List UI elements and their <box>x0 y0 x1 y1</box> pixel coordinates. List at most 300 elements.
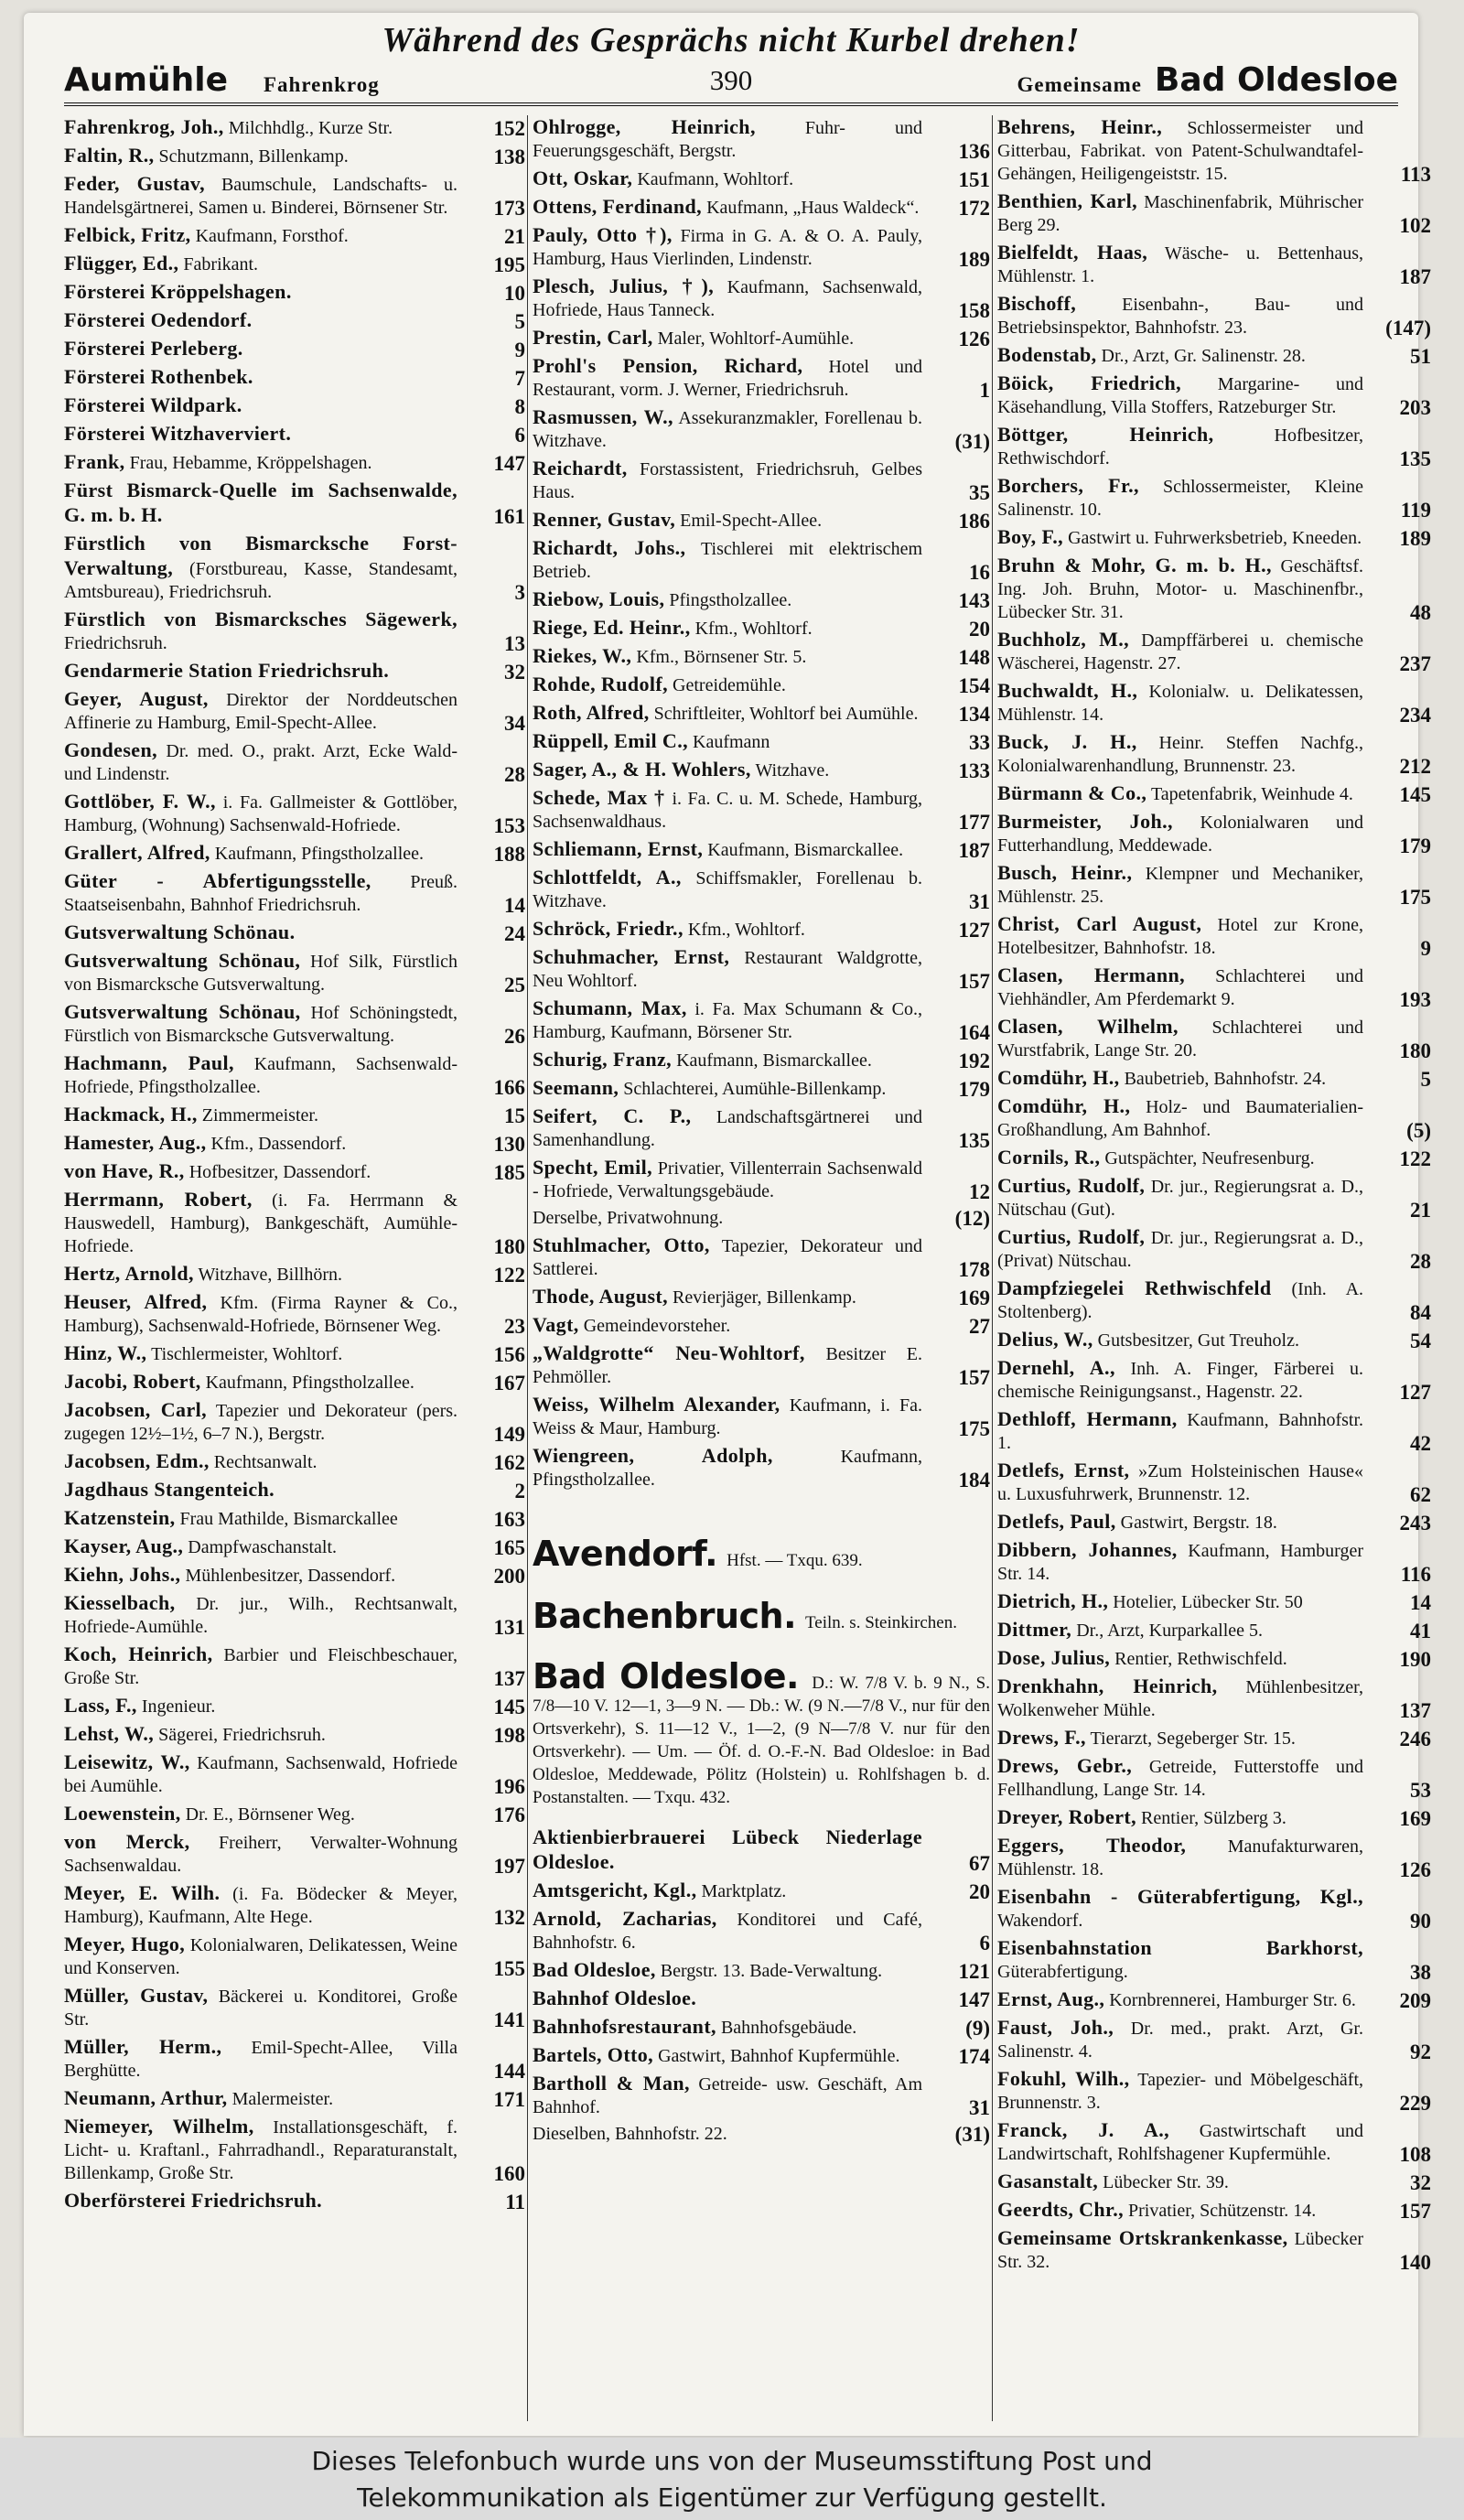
listing-entry <box>533 758 990 782</box>
phone-number: 143 <box>958 589 990 612</box>
listing-entry <box>64 479 525 528</box>
phone-number: 16 <box>969 561 990 584</box>
listing-entry <box>533 673 990 697</box>
listing-name: „Waldgrotte“ Neu-Wohltorf, <box>533 1341 805 1364</box>
phone-number: 20 <box>969 1880 990 1903</box>
listing-description: Inh. A. Finger, Färberei u. chemische Reinigungsanst., Hagenstr. 22. <box>997 1359 1363 1402</box>
listing-entry <box>533 996 990 1044</box>
listing-description: Freiherr, Verwalter-Wohnung Sachsenwaldau. <box>64 1833 458 1876</box>
listing-description: Getreide, Futterstoffe und Fellhandlung, Lange Str. 14. <box>997 1757 1364 1800</box>
listing-name: Gasanstalt, <box>997 2170 1099 2192</box>
column-divider <box>992 115 993 2421</box>
phone-number: 42 <box>1410 1432 1431 1455</box>
listing-description: Barbier und Fleischbeschauer, Große Str. <box>64 1645 458 1688</box>
listing-entry <box>533 1825 990 1875</box>
listing-entry <box>64 1750 525 1798</box>
column-right <box>997 115 1431 2428</box>
listing-name: Amtsgericht, Kgl., <box>533 1879 697 1901</box>
listing-description: Witzhave, Billhörn. <box>198 1265 342 1285</box>
listing-name: Jacobi, Robert, <box>64 1370 201 1393</box>
phone-number: 130 <box>493 1133 525 1156</box>
listing-name: Felbick, Fritz, <box>64 223 191 246</box>
listing-name: Lehst, W., <box>64 1722 155 1745</box>
phone-number: 157 <box>958 970 990 993</box>
listing-name: Oberförsterei Friedrichsruh. <box>64 2189 323 2212</box>
listing-entry <box>533 729 990 754</box>
listing-entry <box>64 1103 525 1127</box>
phone-number: 141 <box>493 2008 525 2031</box>
phone-number: 136 <box>958 140 990 163</box>
listing-entry <box>997 2067 1431 2115</box>
phone-number: 155 <box>493 1957 525 1980</box>
page-header <box>64 20 1398 102</box>
phone-number: 166 <box>493 1076 525 1099</box>
listing-name: Koch, Heinrich, <box>64 1642 213 1665</box>
phone-number: 25 <box>504 974 525 996</box>
listing-entry <box>997 2198 1431 2223</box>
listing-description: Baumschule, Landschafts- u. Handelsgärtnerei, Samen u. Binderei, Börnsener Str. <box>64 175 458 218</box>
listing-name: Försterei Oedendorf. <box>64 308 253 331</box>
header-left-sub: Fahrenkrog <box>264 73 380 96</box>
listing-name: Bischoff, <box>997 292 1077 315</box>
listing-entry <box>997 423 1431 470</box>
listing-name: Fahrenkrog, Joh., <box>64 115 224 138</box>
phone-number: 31 <box>969 2096 990 2119</box>
listing-name: Faltin, R., <box>64 144 155 167</box>
listing-description: Bäckerei u. Konditorei, Große Str. <box>64 1987 458 2030</box>
phone-number: 24 <box>504 922 525 945</box>
town-name: Bad Oldesloe. <box>533 1656 799 1696</box>
header-right-word: Bad Oldesloe <box>1154 61 1398 99</box>
town-info: Hfst. — Txqu. 639. <box>727 1551 863 1570</box>
listing-entry <box>997 1510 1431 1535</box>
phone-number: 196 <box>493 1775 525 1798</box>
listing-description: Schutzmann, Billenkamp. <box>158 146 349 167</box>
town-heading-avendorf <box>533 1534 990 1574</box>
listing-name: Schurig, Franz, <box>533 1048 673 1071</box>
listing-entry <box>533 223 990 271</box>
listing-name: Vagt, <box>533 1313 579 1336</box>
listing-description: Zimmermeister. <box>201 1105 318 1125</box>
phone-number: 28 <box>1410 1250 1431 1273</box>
phone-number: 172 <box>958 197 990 220</box>
listing-description: Bergstr. 13. Bade-Verwaltung. <box>660 1961 883 1981</box>
listing-description: Kaufmann, Sachsenwald, Hofriede bei Aumühle. <box>64 1753 458 1796</box>
listing-name: Katzenstein, <box>64 1506 176 1529</box>
phone-number: 5 <box>514 310 525 333</box>
listing-entry <box>997 525 1431 550</box>
listing-name: Jagdhaus Stangenteich. <box>64 1478 275 1501</box>
phone-number: 186 <box>958 510 990 533</box>
listing-name: Fürstlich von Bismarcksche Forst-Verwaltung, <box>64 532 458 579</box>
listing-name: Gendarmerie Station Friedrichsruh. <box>64 659 390 682</box>
listing-entry <box>64 1694 525 1718</box>
listing-name: Schliemann, Ernst, <box>533 837 704 860</box>
phone-number: 149 <box>493 1423 525 1446</box>
listing-entry <box>64 1506 525 1531</box>
phone-number: 14 <box>504 894 525 917</box>
phone-number: 178 <box>958 1258 990 1281</box>
listing-name: Bodenstab, <box>997 343 1097 366</box>
listing-entry <box>997 554 1431 624</box>
listing-entry <box>64 2115 525 2185</box>
listing-entry <box>64 1188 525 1258</box>
listing-entry <box>997 1726 1431 1750</box>
listing-name: Hackmack, H., <box>64 1103 198 1125</box>
listing-entry <box>533 1958 990 1983</box>
listing-entry <box>997 1356 1431 1404</box>
phone-number: 1 <box>979 379 990 402</box>
listing-description: Schlachterei, Aumühle-Billenkamp. <box>623 1079 887 1099</box>
phone-number: 147 <box>493 452 525 475</box>
listing-description: Firma in G. A. & O. A. Pauly, Hamburg, Haus Vierlinden, Lindenstr. <box>533 226 923 269</box>
phone-number: 126 <box>958 328 990 350</box>
listing-entry <box>533 167 990 191</box>
listing-name: Dittmer, <box>997 1618 1072 1641</box>
phone-number: 189 <box>1399 527 1431 550</box>
listing-entry <box>533 1987 990 2011</box>
listing-name: Neumann, Arthur, <box>64 2086 228 2109</box>
listing-entry <box>533 2043 990 2068</box>
listing-description: Installationsgeschäft, f. Licht- u. Kraftanl., Fahrradhandl., Reparaturanstalt, Billenkamp, Große Str. <box>64 2117 458 2183</box>
listing-description: »Zum Holsteinischen Hause« u. Luxusfuhrwerk, Brunnenstr. 12. <box>997 1461 1363 1504</box>
listing-name: Ottens, Ferdinand, <box>533 195 703 218</box>
listing-entry <box>533 1313 990 1338</box>
phone-number: 237 <box>1399 652 1431 675</box>
listing-name: Geyer, August, <box>64 687 209 710</box>
listing-description: Schiffsmakler, Forellenau b. Witzhave. <box>533 868 922 911</box>
listing-entry <box>997 2016 1431 2063</box>
phone-number: 26 <box>504 1025 525 1048</box>
listing-entry <box>997 343 1431 368</box>
listing-description: Rechtsanwalt. <box>213 1452 318 1472</box>
listing-name: Hamester, Aug., <box>64 1131 207 1154</box>
listing-name: Buchholz, M., <box>997 628 1130 651</box>
phone-number: 229 <box>1399 2092 1431 2115</box>
listing-entry <box>997 1834 1431 1881</box>
listing-description: Marktplatz. <box>701 1881 787 1901</box>
phone-number: 145 <box>1399 783 1431 806</box>
listing-name: Eggers, Theodor, <box>997 1834 1187 1857</box>
listing-description: Tapetenfabrik, Weinhude 4. <box>1150 784 1353 804</box>
listing-entry <box>64 1478 525 1502</box>
phone-number: 135 <box>1399 447 1431 470</box>
listing-description: Kaufmann, Forsthof. <box>195 226 349 246</box>
listing-name: Schlottfeldt, A., <box>533 866 682 888</box>
phone-number: 21 <box>504 225 525 248</box>
listing-entry <box>64 422 525 447</box>
listing-name: Aktienbierbrauerei Lübeck Niederlage Oldesloe. <box>533 1825 922 1873</box>
phone-number: 190 <box>1399 1648 1431 1671</box>
phone-number: 140 <box>1399 2251 1431 2274</box>
phone-number: 92 <box>1410 2041 1431 2063</box>
phone-number: 108 <box>1399 2143 1431 2166</box>
phone-number: 122 <box>1399 1147 1431 1170</box>
listing-entry <box>997 474 1431 522</box>
listing-description: Bahnhofsgebäude. <box>720 2018 857 2038</box>
listing-entry <box>997 1015 1431 1062</box>
listing-entry <box>533 405 990 453</box>
listing-entry <box>997 1066 1431 1091</box>
listing-entry <box>533 1444 990 1492</box>
listing-entry <box>533 1393 990 1440</box>
listing-name: Rohde, Rudolf, <box>533 673 669 695</box>
listing-entry <box>64 2035 525 2083</box>
phone-number: 84 <box>1410 1301 1431 1324</box>
listing-description: Güterabfertigung. <box>997 1962 1128 1982</box>
listing-name: Meyer, Hugo, <box>64 1933 186 1955</box>
listing-name: Försterei Wildpark. <box>64 393 242 416</box>
listing-entry <box>533 644 990 669</box>
listing-name: Fokuhl, Wilh., <box>997 2067 1130 2090</box>
phone-number: 138 <box>493 145 525 168</box>
phone-number: 153 <box>493 814 525 837</box>
listing-entry <box>64 949 525 996</box>
phone-number: 184 <box>958 1469 990 1492</box>
phone-number: 209 <box>1399 1989 1431 2012</box>
listing-entry <box>997 810 1431 857</box>
phone-number: 189 <box>958 248 990 271</box>
phone-number: (31) <box>954 430 990 453</box>
listing-entry <box>64 144 525 168</box>
listing-entry <box>64 1642 525 1690</box>
listing-name: Dietrich, H., <box>997 1589 1109 1612</box>
phone-number: 212 <box>1399 755 1431 778</box>
listing-entry <box>533 616 990 641</box>
listing-name: Gutsverwaltung Schönau, <box>64 1000 301 1023</box>
phone-number: 41 <box>1410 1620 1431 1642</box>
listing-name: Schuhmacher, Ernst, <box>533 945 730 968</box>
phone-number: 243 <box>1399 1512 1431 1535</box>
listing-entry <box>533 115 990 163</box>
listing-name: Dibbern, Johannes, <box>997 1538 1178 1561</box>
town-name: Avendorf. <box>533 1534 718 1574</box>
phone-number: 8 <box>514 395 525 418</box>
listing-name: Kiehn, Johs., <box>64 1563 181 1586</box>
listing-description: Dr., Arzt, Gr. Salinenstr. 28. <box>1101 346 1306 366</box>
phone-number: 151 <box>958 168 990 191</box>
listing-name: Feder, Gustav, <box>64 172 206 195</box>
footer-line: Dieses Telefonbuch wurde uns von der Museumsstiftung Post und <box>311 2446 1153 2476</box>
phone-number: 54 <box>1410 1330 1431 1352</box>
listing-description: Gastwirt, Bahnhof Kupfermühle. <box>658 2046 900 2066</box>
phone-number: 116 <box>1400 1563 1431 1586</box>
listing-name: Gemeinsame Ortskrankenkasse, <box>997 2226 1288 2249</box>
phone-number: 51 <box>1410 345 1431 368</box>
listing-description: Kfm. (Firma Rayner & Co., Hamburg), Sachsenwald-Hofriede, Börnsener Weg. <box>64 1293 458 1336</box>
listing-entry <box>533 587 990 612</box>
listing-description: Gutsbesitzer, Gut Treuholz. <box>1097 1330 1299 1351</box>
listing-description: Rentier, Sülzberg 3. <box>1141 1808 1286 1828</box>
phone-number: 157 <box>1399 2200 1431 2223</box>
listing-name: Prestin, Carl, <box>533 326 653 349</box>
listing-name: Riekes, W., <box>533 644 632 667</box>
listing-name: Fürstlich von Bismarcksches Sägewerk, <box>64 608 458 630</box>
listing-description: Kfm., Wohltorf. <box>694 619 813 639</box>
listing-name: Cornils, R., <box>997 1146 1101 1168</box>
listing-entry <box>997 628 1431 675</box>
directory-page <box>24 13 1431 2436</box>
listing-description: Hof Silk, Fürstlich von Bismarcksche Gutsverwaltung. <box>64 952 458 995</box>
phone-number: (5) <box>1406 1119 1431 1142</box>
header-left-word: Aumühle <box>64 61 229 99</box>
listing-entry <box>533 945 990 993</box>
listing-description: Kaufmann, Pfingstholzallee. <box>205 1373 414 1393</box>
listing-description: Holz- und Baumaterialien-Großhandlung, Am Bahnhof. <box>997 1097 1363 1140</box>
listing-description: i. Fa. Gallmeister & Gottlöber, Hamburg, (Wohnung) Sachsenwald-Hofriede. <box>64 792 458 835</box>
header-right-sub: Gemeinsame <box>1017 73 1142 96</box>
listing-description: Privatier, Villenterrain Sachsenwald - Hofriede, Verwaltungsgebäude. <box>533 1158 922 1201</box>
listing-description: Tapezier- und Möbelgeschäft, Brunnenstr. 3. <box>997 2070 1364 2113</box>
listing-description: Assekuranzmakler, Forellenau b. Witzhave. <box>533 408 922 451</box>
phone-number: 119 <box>1400 499 1431 522</box>
phone-number: 20 <box>969 618 990 641</box>
listing-name: Fürst Bismarck-Quelle im Sachsenwalde, G. m. b. H. <box>64 479 458 526</box>
listing-description: Dr. med. O., prakt. Arzt, Ecke Wald- und Lindenstr. <box>64 741 458 784</box>
listing-entry <box>533 866 990 913</box>
listing-entry <box>64 172 525 220</box>
phone-number: 23 <box>504 1315 525 1338</box>
listing-name: Benthien, Karl, <box>997 189 1137 212</box>
listing-entry <box>533 1879 990 1903</box>
listing-entry <box>997 861 1431 909</box>
listing-name: Dreyer, Robert, <box>997 1805 1137 1828</box>
phone-number: 90 <box>1410 1910 1431 1933</box>
phone-number: 187 <box>1399 265 1431 288</box>
phone-number: 13 <box>504 632 525 655</box>
phone-number: 134 <box>958 703 990 726</box>
listing-entry <box>997 372 1431 419</box>
listing-name: Thode, August, <box>533 1285 669 1308</box>
listing-entry <box>533 2072 990 2119</box>
listing-entry <box>64 365 525 390</box>
listing-name: Meyer, E. Wilh. <box>64 1881 221 1904</box>
listing-entry <box>64 1262 525 1287</box>
listing-entry <box>64 1159 525 1184</box>
listing-entry <box>64 1591 525 1639</box>
column-left <box>64 115 525 2428</box>
phone-number: 157 <box>958 1366 990 1389</box>
listing-entry <box>64 223 525 248</box>
town-name: Bachenbruch. <box>533 1596 797 1636</box>
listing-name: Müller, Gustav, <box>64 1984 209 2007</box>
listing-description: Preuß. Staatseisenbahn, Bahnhof Friedrichsruh. <box>64 872 458 915</box>
listing-entry <box>64 308 525 333</box>
listing-entry <box>64 687 525 735</box>
listing-name: Herrmann, Robert, <box>64 1188 253 1211</box>
listing-description: Privatier, Schützenstr. 14. <box>1128 2201 1317 2221</box>
listing-name: Kiesselbach, <box>64 1591 176 1614</box>
phone-number: 167 <box>493 1372 525 1395</box>
phone-number: 203 <box>1399 396 1431 419</box>
phone-number: (31) <box>954 2123 990 2146</box>
listing-description: Hotel und Restaurant, vorm. J. Werner, Friedrichsruh. <box>533 357 922 400</box>
listing-description: Dieselben, Bahnhofstr. 22. <box>533 2124 727 2144</box>
listing-entry <box>64 115 525 140</box>
listing-description: Dr. jur., Regierungsrat a. D., (Privat) Nütschau. <box>997 1228 1364 1271</box>
listing-entry <box>533 1104 990 1152</box>
phone-number: 148 <box>958 646 990 669</box>
listing-description: Geschäftsf. Ing. Joh. Bruhn, Motor- u. Maschinenfbr., Lübecker Str. 31. <box>997 556 1364 622</box>
phone-number: 2 <box>514 1480 525 1502</box>
listing-description: Fabrikant. <box>183 254 259 275</box>
phone-number: 10 <box>504 282 525 305</box>
listing-name: von Have, R., <box>64 1159 185 1182</box>
listing-entry <box>64 1881 525 1929</box>
listing-description: Schlachterei und Viehhändler, Am Pferdemarkt 9. <box>997 966 1363 1009</box>
listing-entry <box>533 786 990 834</box>
listing-name: Bahnhofsrestaurant, <box>533 2015 716 2038</box>
listing-description: Gastwirt, Bergstr. 18. <box>1120 1513 1277 1533</box>
listing-name: Reichardt, <box>533 457 628 479</box>
listing-entry <box>64 869 525 917</box>
listing-name: Böick, Friedrich, <box>997 372 1181 394</box>
listing-name: Curtius, Rudolf, <box>997 1174 1146 1197</box>
listing-description: Kaufmann <box>693 732 770 752</box>
listing-description: Dr. jur., Regierungsrat a. D., Nütschau (Gut). <box>997 1177 1364 1220</box>
listing-description: Tapezier, Dekorateur und Sattlerei. <box>533 1236 922 1279</box>
phone-number: 31 <box>969 890 990 913</box>
phone-number: 188 <box>493 843 525 866</box>
listing-description: Ingenieur. <box>141 1696 216 1717</box>
listing-description: Hofbesitzer, Rethwischdorf. <box>997 425 1364 468</box>
listing-description: Tierarzt, Segeberger Str. 15. <box>1090 1728 1296 1749</box>
listing-name: Plesch, Julius, †), <box>533 275 715 297</box>
listing-description: Besitzer E. Pehmöller. <box>533 1344 922 1387</box>
listing-entry <box>64 450 525 475</box>
listing-entry <box>64 532 525 604</box>
listing-name: Bartels, Otto, <box>533 2043 654 2066</box>
listing-entry <box>997 1407 1431 1455</box>
phone-number: 127 <box>958 919 990 942</box>
phone-number: 131 <box>493 1616 525 1639</box>
listing-entry <box>64 738 525 786</box>
listing-description: Maschinenfabrik, Mührischer Berg 29. <box>997 192 1363 235</box>
listing-name: Riege, Ed. Heinr., <box>533 616 691 639</box>
listing-name: Flügger, Ed., <box>64 252 179 275</box>
listing-name: Lass, F., <box>64 1694 137 1717</box>
listing-entry <box>64 1051 525 1099</box>
listing-description: Schriftleiter, Wohltorf bei Aumühle. <box>653 704 919 724</box>
listing-name: Detlefs, Ernst, <box>997 1459 1130 1481</box>
listing-entry <box>997 1146 1431 1170</box>
phone-number: 53 <box>1410 1779 1431 1802</box>
phone-number: 144 <box>493 2060 525 2083</box>
listing-name: Riebow, Louis, <box>533 587 665 610</box>
listing-name: Specht, Emil, <box>533 1156 653 1179</box>
listing-name: Boy, F., <box>997 525 1064 548</box>
footer-line: Telekommunikation als Eigentümer zur Verfügung gestellt. <box>357 2482 1107 2513</box>
listing-entry <box>533 1285 990 1309</box>
listing-entry <box>997 1618 1431 1642</box>
listing-entry <box>64 921 525 945</box>
phone-number: 32 <box>1410 2171 1431 2194</box>
listing-entry <box>997 2118 1431 2166</box>
listing-name: Gondesen, <box>64 738 158 761</box>
listing-name: Bruhn & Mohr, G. m. b. H., <box>997 554 1272 576</box>
phone-number: 176 <box>493 1804 525 1826</box>
phone-number: 187 <box>958 839 990 862</box>
listing-name: Delius, W., <box>997 1328 1093 1351</box>
listing-description: Kaufmann, Bismarckallee. <box>676 1050 872 1071</box>
phone-number: 195 <box>493 253 525 276</box>
listing-entry <box>997 241 1431 288</box>
listing-name: Försterei Perleberg. <box>64 337 243 360</box>
phone-number: 175 <box>1399 886 1431 909</box>
listing-name: Detlefs, Paul, <box>997 1510 1116 1533</box>
phone-number: 185 <box>493 1161 525 1184</box>
listing-name: Dernehl, A., <box>997 1356 1115 1379</box>
